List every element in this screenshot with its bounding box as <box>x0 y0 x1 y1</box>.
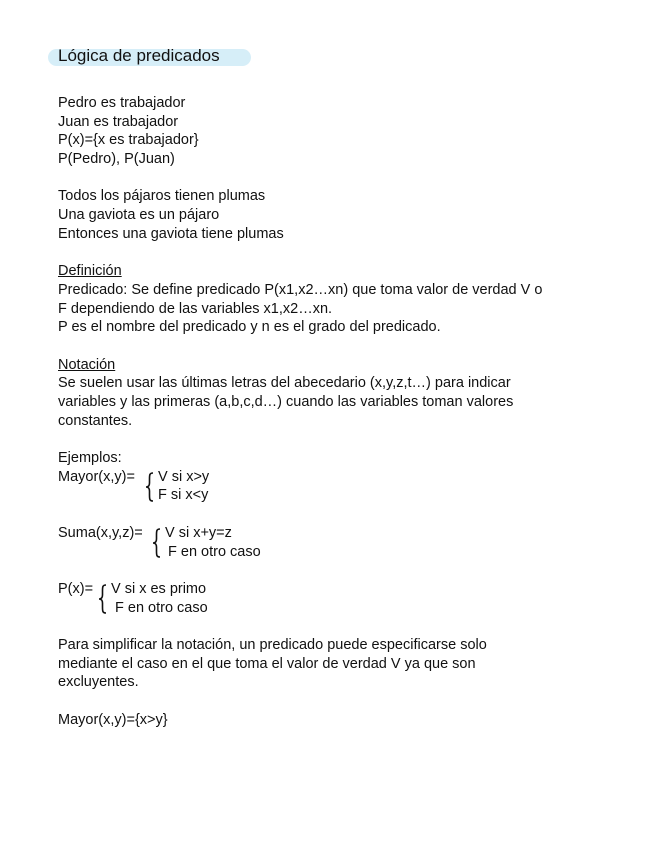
ejemplos-section <box>58 449 638 617</box>
text-line: Predicado: Se define predicado P(x1,x2…xn) que toma valor de verdad V o <box>58 281 543 298</box>
ejemplos-heading: Ejemplos: <box>58 450 122 467</box>
text-line: excluyentes. <box>58 674 139 691</box>
text-line: Pedro es trabajador <box>58 95 186 111</box>
text-line: P es el nombre del predicado y n es el grado del predicado. <box>58 319 441 336</box>
final-example: Mayor(x,y)={x>y} <box>58 711 168 728</box>
case-false: F en otro caso <box>168 543 261 560</box>
case-definition-primo <box>58 580 638 617</box>
text-line: Entonces una gaviota tiene plumas <box>58 225 284 242</box>
text-line: Para simplificar la notación, un predicado puede especificarse solo <box>58 636 487 653</box>
example-pajaros <box>58 187 638 243</box>
text-line: mediante el caso en el que toma el valor de verdad V ya que son <box>58 655 476 672</box>
text-line: variables y las primeras (a,b,c,d…) cuando las variables toman valores <box>58 394 514 410</box>
notacion-heading: Notación <box>58 356 116 373</box>
simplificacion-paragraph <box>58 636 638 692</box>
case-true: V si x>y <box>158 468 210 485</box>
case-definition-suma <box>58 524 638 561</box>
text-line: Juan es trabajador <box>58 113 179 130</box>
text-line: Una gaviota es un pájaro <box>58 207 220 224</box>
case-true: V si x+y=z <box>165 524 232 541</box>
example-trabajador <box>58 94 638 169</box>
note-page <box>58 44 638 729</box>
case-label: Suma(x,y,z)= <box>58 524 143 541</box>
case-true: V si x es primo <box>111 580 207 597</box>
case-label: P(x)= <box>58 580 94 597</box>
text-line: Todos los pájaros tienen plumas <box>58 188 266 205</box>
case-false: F si x<y <box>158 487 209 504</box>
notacion-section <box>58 356 638 431</box>
text-line: P(x)={x es trabajador} <box>58 132 199 149</box>
case-false: F en otro caso <box>115 599 208 616</box>
left-brace-icon <box>152 528 162 558</box>
definicion-heading: Definición <box>58 263 122 280</box>
left-brace-icon <box>145 472 155 502</box>
page-title: Lógica de predicados <box>58 46 220 65</box>
text-line: constantes. <box>58 412 133 429</box>
text-line: F dependiendo de las variables x1,x2…xn. <box>58 300 333 317</box>
case-label: Mayor(x,y)= <box>58 468 135 485</box>
case-definition-mayor <box>58 468 638 505</box>
left-brace-icon <box>98 584 108 614</box>
definicion-section <box>58 262 638 337</box>
title-block <box>58 44 220 68</box>
text-line: P(Pedro), P(Juan) <box>58 151 175 168</box>
text-line: Se suelen usar las últimas letras del abecedario (x,y,z,t…) para indicar <box>58 375 511 392</box>
